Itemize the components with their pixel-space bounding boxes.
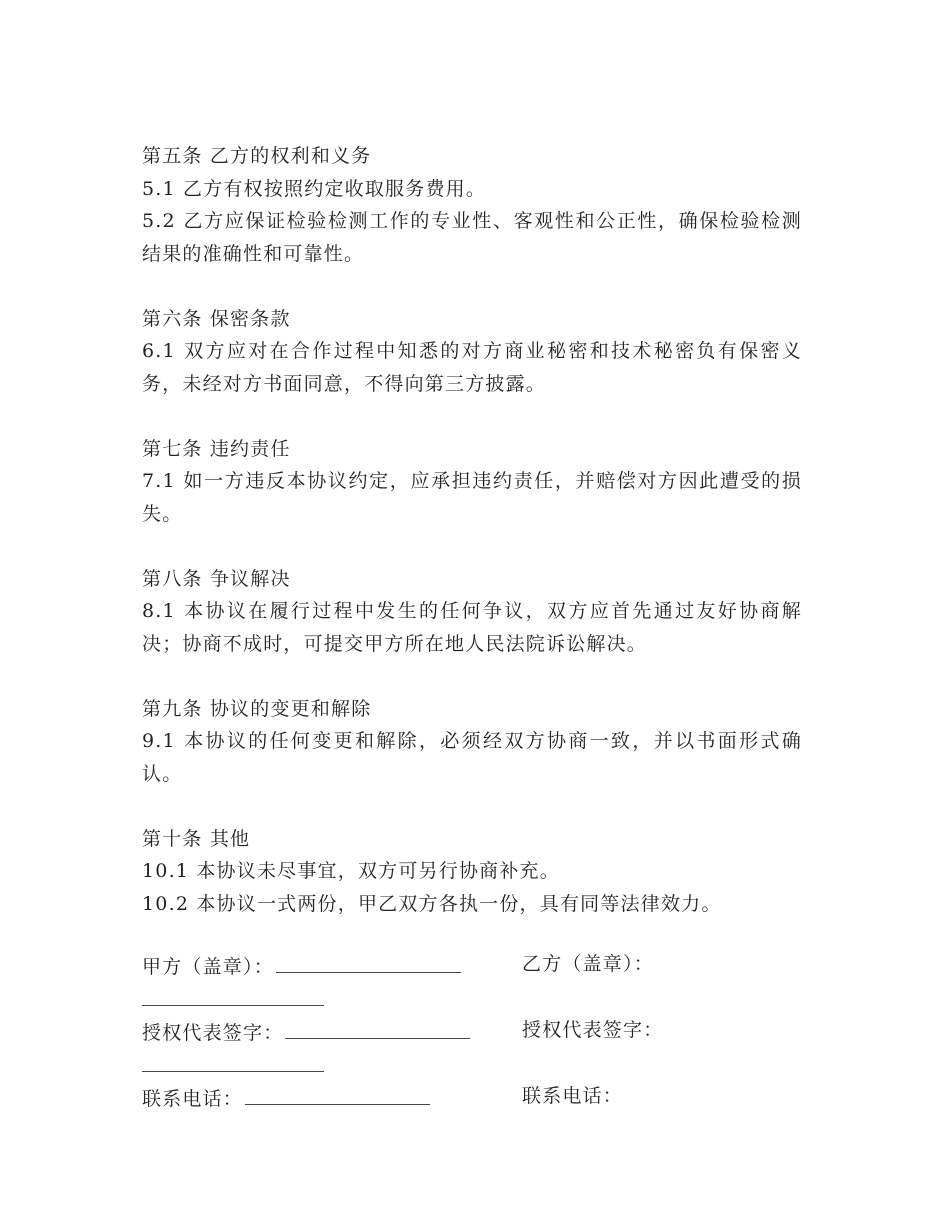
party-b-seal-label: 乙方（盖章）： — [522, 953, 654, 975]
section-article-5 — [142, 140, 802, 270]
party-a-phone-field[interactable] — [142, 1082, 430, 1113]
party-b-rep-label: 授权代表签字： — [522, 1019, 664, 1041]
clause-6-1: 6.1 双方应对在合作过程中知悉的对方商业秘密和技术秘密负有保密义务，未经对方书面同意，不得向第三方披露。 — [142, 340, 802, 395]
clause-9-1: 9.1 本协议的任何变更和解除，必须经双方协商一致，并以书面形式确认。 — [142, 730, 802, 785]
clause-5-1: 5.1 乙方有权按照约定收取服务费用。 — [142, 177, 487, 200]
section-heading: 第九条 协议的变更和解除 — [142, 697, 372, 720]
section-heading: 第六条 保密条款 — [142, 307, 291, 330]
party-a-phone-label: 联系电话： — [142, 1088, 244, 1110]
party-b-phone-label: 联系电话： — [522, 1085, 624, 1107]
section-heading: 第八条 争议解决 — [142, 567, 291, 590]
party-a-rep-label: 授权代表签字： — [142, 1022, 284, 1044]
section-article-7 — [142, 433, 802, 531]
party-a-rep-field[interactable] — [142, 1016, 470, 1047]
section-article-8 — [142, 563, 802, 661]
section-heading: 第十条 其他 — [142, 827, 251, 850]
party-a-rep-blank[interactable] — [285, 1016, 470, 1039]
section-article-10 — [142, 823, 802, 921]
section-article-9 — [142, 693, 802, 791]
party-b-seal-blank[interactable] — [142, 1005, 324, 1006]
section-heading: 第五条 乙方的权利和义务 — [142, 145, 372, 167]
party-a-seal-label: 甲方（盖章）： — [142, 956, 274, 978]
section-article-6 — [142, 303, 802, 401]
clause-5-2: 5.2 乙方应保证检验检测工作的专业性、客观性和公正性，确保检验检测结果的准确性和可靠性。 — [142, 210, 802, 265]
party-a-phone-blank[interactable] — [245, 1082, 430, 1105]
clause-10-2: 10.2 本协议一式两份，甲乙双方各执一份，具有同等法律效力。 — [142, 892, 722, 915]
party-b-rep-blank[interactable] — [142, 1071, 324, 1072]
contract-body — [142, 140, 802, 953]
section-heading: 第七条 违约责任 — [142, 437, 291, 460]
clause-10-1: 10.1 本协议未尽事宜，双方可另行协商补充。 — [142, 860, 560, 882]
party-a-seal-field[interactable] — [142, 950, 461, 981]
party-a-seal-blank[interactable] — [276, 950, 461, 973]
clause-8-1: 8.1 本协议在履行过程中发生的任何争议，双方应首先通过友好协商解决；协商不成时，可提交甲方所在地人民法院诉讼解决。 — [142, 600, 802, 655]
clause-7-1: 7.1 如一方违反本协议约定，应承担违约责任，并赔偿对方因此遭受的损失。 — [142, 470, 802, 525]
